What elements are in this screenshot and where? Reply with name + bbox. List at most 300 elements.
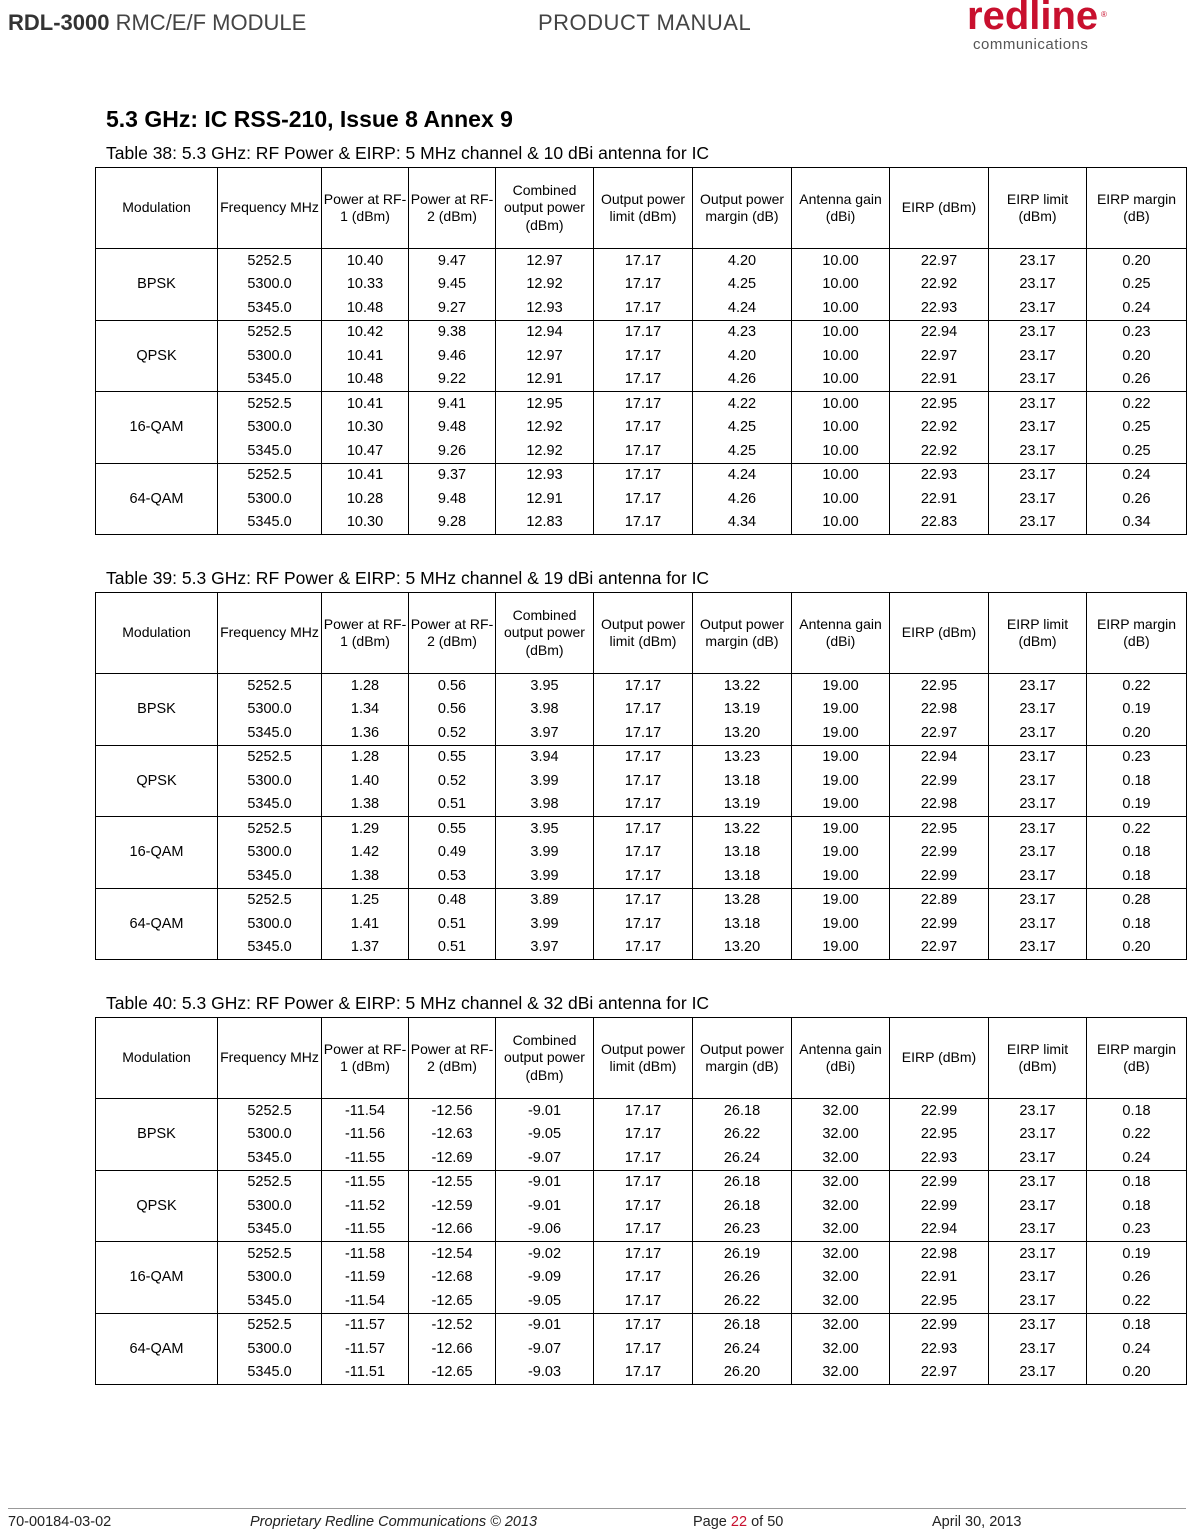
table-cell: 0.18 xyxy=(1087,1099,1187,1123)
table-cell: 23.17 xyxy=(989,439,1087,463)
table-cell: 10.28 xyxy=(322,487,409,511)
column-header: Power at RF-2 (dBm) xyxy=(409,168,496,249)
table-cell: -11.55 xyxy=(322,1146,409,1170)
table-cell: 17.17 xyxy=(594,249,693,273)
table-cell: 17.17 xyxy=(594,864,693,888)
table-cell: 9.47 xyxy=(409,249,496,273)
table-cell: 19.00 xyxy=(792,841,890,865)
table-cell: 10.41 xyxy=(322,463,409,487)
table-cell: 0.55 xyxy=(409,745,496,769)
table-row xyxy=(96,1289,1187,1313)
table-cell: 5252.5 xyxy=(218,249,322,273)
table-cell: 22.93 xyxy=(890,296,989,320)
table-cell: 12.95 xyxy=(496,392,594,416)
table-cell: 10.00 xyxy=(792,273,890,297)
table-cell: 17.17 xyxy=(594,273,693,297)
table-cell: 0.22 xyxy=(1087,1123,1187,1147)
table-header-row xyxy=(96,593,1187,674)
table-cell: -12.65 xyxy=(409,1361,496,1385)
table-cell: 23.17 xyxy=(989,936,1087,960)
table-row xyxy=(96,249,1187,273)
table-cell: 3.94 xyxy=(496,745,594,769)
table-cell: 23.17 xyxy=(989,511,1087,535)
table-cell: 5300.0 xyxy=(218,698,322,722)
table-cell: 22.97 xyxy=(890,1361,989,1385)
table-cell: 10.00 xyxy=(792,439,890,463)
table-cell: -9.06 xyxy=(496,1218,594,1242)
table-cell: 3.97 xyxy=(496,721,594,745)
table-cell: 17.17 xyxy=(594,463,693,487)
table-cell: 10.00 xyxy=(792,392,890,416)
table-cell: 1.40 xyxy=(322,769,409,793)
table-cell: -11.59 xyxy=(322,1266,409,1290)
table-cell: 23.17 xyxy=(989,1289,1087,1313)
table-cell: 5345.0 xyxy=(218,368,322,392)
column-header: EIRP (dBm) xyxy=(890,168,989,249)
table-cell: 23.17 xyxy=(989,1194,1087,1218)
table-cell: 3.89 xyxy=(496,888,594,912)
table-cell: 26.20 xyxy=(693,1361,792,1385)
table-cell: -12.55 xyxy=(409,1170,496,1194)
table-cell: 5300.0 xyxy=(218,344,322,368)
table-cell: 9.46 xyxy=(409,344,496,368)
table-cell: -12.56 xyxy=(409,1099,496,1123)
table-cell: 4.25 xyxy=(693,273,792,297)
table-cell: 13.20 xyxy=(693,721,792,745)
table-cell: 0.20 xyxy=(1087,344,1187,368)
table-cell: 0.19 xyxy=(1087,1242,1187,1266)
table-cell: 0.49 xyxy=(409,841,496,865)
table-cell: 13.23 xyxy=(693,745,792,769)
column-header: EIRP margin (dB) xyxy=(1087,593,1187,674)
table-cell: 23.17 xyxy=(989,1266,1087,1290)
table-cell: 5345.0 xyxy=(218,1289,322,1313)
table-cell: 22.99 xyxy=(890,864,989,888)
table-cell: 26.18 xyxy=(693,1170,792,1194)
table-cell: 12.94 xyxy=(496,320,594,344)
table-cell: 0.52 xyxy=(409,769,496,793)
table-row xyxy=(96,320,1187,344)
table-cell: 0.18 xyxy=(1087,1194,1187,1218)
table-cell: 22.98 xyxy=(890,698,989,722)
table-cell: -11.57 xyxy=(322,1337,409,1361)
table-cell: 4.26 xyxy=(693,368,792,392)
table-cell: 26.23 xyxy=(693,1218,792,1242)
table-cell: 13.18 xyxy=(693,769,792,793)
table-cell: 17.17 xyxy=(594,674,693,698)
table-cell: 10.41 xyxy=(322,392,409,416)
table-cell: -9.09 xyxy=(496,1266,594,1290)
table-cell: 23.17 xyxy=(989,392,1087,416)
table-cell: 0.25 xyxy=(1087,439,1187,463)
table-cell: 10.40 xyxy=(322,249,409,273)
table-cell: 23.17 xyxy=(989,793,1087,817)
table-row xyxy=(96,296,1187,320)
table-cell: 5300.0 xyxy=(218,487,322,511)
table-cell: 23.17 xyxy=(989,296,1087,320)
table-cell: 0.18 xyxy=(1087,864,1187,888)
table-cell: 23.17 xyxy=(989,1313,1087,1337)
product-model: RDL-3000 xyxy=(8,10,110,35)
footer-date: April 30, 2013 xyxy=(932,1514,1022,1530)
table-cell: 10.00 xyxy=(792,487,890,511)
table-cell: 5252.5 xyxy=(218,674,322,698)
table-cell: 0.51 xyxy=(409,936,496,960)
table-row xyxy=(96,1123,1187,1147)
table-cell: -9.01 xyxy=(496,1099,594,1123)
table-cell: 5345.0 xyxy=(218,721,322,745)
table-cell: 12.83 xyxy=(496,511,594,535)
table-cell: 12.92 xyxy=(496,273,594,297)
table-cell: 22.97 xyxy=(890,721,989,745)
table-cell: -11.56 xyxy=(322,1123,409,1147)
table-row xyxy=(96,439,1187,463)
table-cell: 17.17 xyxy=(594,392,693,416)
table-row xyxy=(96,1218,1187,1242)
table-cell: 23.17 xyxy=(989,416,1087,440)
table-cell: 23.17 xyxy=(989,721,1087,745)
table-cell: 0.48 xyxy=(409,888,496,912)
modulation-cell: 64-QAM xyxy=(96,888,218,960)
table-cell: 26.18 xyxy=(693,1194,792,1218)
table-cell: 5252.5 xyxy=(218,1170,322,1194)
table-cell: 23.17 xyxy=(989,273,1087,297)
table-cell: 32.00 xyxy=(792,1266,890,1290)
modulation-cell: 16-QAM xyxy=(96,817,218,889)
table-cell: 23.17 xyxy=(989,912,1087,936)
table-row xyxy=(96,674,1187,698)
table-cell: 12.97 xyxy=(496,344,594,368)
table-cell: 23.17 xyxy=(989,1218,1087,1242)
table-cell: -11.57 xyxy=(322,1313,409,1337)
table-cell: 22.94 xyxy=(890,1218,989,1242)
table-cell: 10.00 xyxy=(792,249,890,273)
table-cell: -9.01 xyxy=(496,1170,594,1194)
table-cell: 1.25 xyxy=(322,888,409,912)
column-header: Combined output power (dBm) xyxy=(496,593,594,674)
table-cell: -12.69 xyxy=(409,1146,496,1170)
table-cell: 17.17 xyxy=(594,320,693,344)
table-cell: 17.17 xyxy=(594,439,693,463)
modulation-cell: BPSK xyxy=(96,249,218,321)
table-cell: 0.24 xyxy=(1087,463,1187,487)
table-cell: 3.99 xyxy=(496,912,594,936)
table-cell: 3.99 xyxy=(496,769,594,793)
table-cell: 23.17 xyxy=(989,841,1087,865)
table-cell: 23.17 xyxy=(989,769,1087,793)
table-cell: 5300.0 xyxy=(218,273,322,297)
table-cell: 23.17 xyxy=(989,487,1087,511)
modulation-cell: 64-QAM xyxy=(96,463,218,535)
redline-logo xyxy=(965,0,1105,56)
table-cell: 1.28 xyxy=(322,674,409,698)
table-cell: 23.17 xyxy=(989,1123,1087,1147)
table-cell: 32.00 xyxy=(792,1099,890,1123)
table-cell: 32.00 xyxy=(792,1289,890,1313)
table-cell: 0.19 xyxy=(1087,793,1187,817)
table-row xyxy=(96,936,1187,960)
table-cell: 5252.5 xyxy=(218,745,322,769)
table-cell: 4.22 xyxy=(693,392,792,416)
table-cell: 0.52 xyxy=(409,721,496,745)
table-cell: 23.17 xyxy=(989,463,1087,487)
table-cell: 5345.0 xyxy=(218,1361,322,1385)
table-cell: 4.34 xyxy=(693,511,792,535)
table-cell: 10.33 xyxy=(322,273,409,297)
table-row xyxy=(96,1146,1187,1170)
table-cell: 22.99 xyxy=(890,1194,989,1218)
table-cell: 26.24 xyxy=(693,1337,792,1361)
table-row xyxy=(96,511,1187,535)
table-cell: -11.55 xyxy=(322,1218,409,1242)
table-cell: 19.00 xyxy=(792,936,890,960)
table-cell: 0.22 xyxy=(1087,674,1187,698)
table-cell: 22.95 xyxy=(890,674,989,698)
column-header: Output power limit (dBm) xyxy=(594,168,693,249)
table-row xyxy=(96,698,1187,722)
table-cell: 17.17 xyxy=(594,769,693,793)
table-cell: 5345.0 xyxy=(218,936,322,960)
logo-registered-mark: ® xyxy=(1101,10,1107,19)
table-cell: 22.92 xyxy=(890,416,989,440)
table-cell: -11.54 xyxy=(322,1289,409,1313)
table-cell: 22.93 xyxy=(890,1146,989,1170)
table-cell: 23.17 xyxy=(989,344,1087,368)
table-cell: 17.17 xyxy=(594,1242,693,1266)
section-title: 5.3 GHz: IC RSS-210, Issue 8 Annex 9 xyxy=(106,106,513,132)
table-row xyxy=(96,793,1187,817)
table-cell: 17.17 xyxy=(594,368,693,392)
table-cell: 17.17 xyxy=(594,1289,693,1313)
table-cell: 17.17 xyxy=(594,745,693,769)
table-cell: 0.25 xyxy=(1087,416,1187,440)
column-header: Power at RF-1 (dBm) xyxy=(322,593,409,674)
table-cell: 5252.5 xyxy=(218,888,322,912)
table-cell: 13.22 xyxy=(693,817,792,841)
table-row xyxy=(96,344,1187,368)
table-cell: -12.68 xyxy=(409,1266,496,1290)
table-cell: 32.00 xyxy=(792,1337,890,1361)
table-cell: 5252.5 xyxy=(218,463,322,487)
modulation-cell: QPSK xyxy=(96,1170,218,1242)
table-cell: 9.27 xyxy=(409,296,496,320)
table-cell: 19.00 xyxy=(792,674,890,698)
table-caption: Table 40: 5.3 GHz: RF Power & EIRP: 5 MHz channel & 32 dBi antenna for IC xyxy=(106,993,710,1013)
table-cell: 17.17 xyxy=(594,841,693,865)
table-cell: 17.17 xyxy=(594,1146,693,1170)
table-cell: 3.99 xyxy=(496,841,594,865)
table-cell: 23.17 xyxy=(989,1099,1087,1123)
table-cell: 0.18 xyxy=(1087,1170,1187,1194)
table-cell: 17.17 xyxy=(594,344,693,368)
logo-subtitle: communications xyxy=(973,36,1089,53)
table-cell: 1.41 xyxy=(322,912,409,936)
table-cell: 32.00 xyxy=(792,1194,890,1218)
table-cell: 12.97 xyxy=(496,249,594,273)
column-header: EIRP margin (dB) xyxy=(1087,1018,1187,1099)
table-cell: 19.00 xyxy=(792,698,890,722)
table-cell: 17.17 xyxy=(594,888,693,912)
modulation-cell: QPSK xyxy=(96,320,218,392)
table-cell: 13.28 xyxy=(693,888,792,912)
table-cell: 10.41 xyxy=(322,344,409,368)
table-cell: 26.26 xyxy=(693,1266,792,1290)
column-header: Combined output power (dBm) xyxy=(496,168,594,249)
table-cell: 0.51 xyxy=(409,912,496,936)
table-row xyxy=(96,912,1187,936)
modulation-cell: BPSK xyxy=(96,1099,218,1171)
table-cell: 9.38 xyxy=(409,320,496,344)
table-cell: 0.20 xyxy=(1087,936,1187,960)
column-header: Frequency MHz xyxy=(218,593,322,674)
table-cell: 13.18 xyxy=(693,864,792,888)
table-cell: 19.00 xyxy=(792,769,890,793)
table-row xyxy=(96,721,1187,745)
table-cell: 26.22 xyxy=(693,1289,792,1313)
table-cell: -9.01 xyxy=(496,1313,594,1337)
table-cell: 22.97 xyxy=(890,249,989,273)
table-cell: 9.26 xyxy=(409,439,496,463)
table-cell: 19.00 xyxy=(792,745,890,769)
table-cell: 10.30 xyxy=(322,511,409,535)
table-cell: 4.25 xyxy=(693,439,792,463)
rf-power-table-19dbi xyxy=(95,592,1187,960)
table-cell: 1.29 xyxy=(322,817,409,841)
table-cell: 17.17 xyxy=(594,936,693,960)
product-name xyxy=(8,10,306,36)
table-cell: 10.00 xyxy=(792,344,890,368)
table-row xyxy=(96,273,1187,297)
column-header: Power at RF-1 (dBm) xyxy=(322,1018,409,1099)
table-cell: 1.34 xyxy=(322,698,409,722)
table-cell: 17.17 xyxy=(594,296,693,320)
table-cell: 23.17 xyxy=(989,888,1087,912)
table-cell: 9.45 xyxy=(409,273,496,297)
table-cell: 5345.0 xyxy=(218,439,322,463)
table-cell: 13.19 xyxy=(693,793,792,817)
table-row xyxy=(96,1170,1187,1194)
table-cell: -11.58 xyxy=(322,1242,409,1266)
table-cell: 3.95 xyxy=(496,674,594,698)
table-cell: 23.17 xyxy=(989,817,1087,841)
table-cell: 23.17 xyxy=(989,1242,1087,1266)
table-cell: 1.38 xyxy=(322,793,409,817)
table-cell: 0.53 xyxy=(409,864,496,888)
table-caption: Table 38: 5.3 GHz: RF Power & EIRP: 5 MHz channel & 10 dBi antenna for IC xyxy=(106,143,710,163)
table-cell: 9.48 xyxy=(409,487,496,511)
table-cell: 12.93 xyxy=(496,463,594,487)
table-cell: 17.17 xyxy=(594,817,693,841)
table-cell: 3.98 xyxy=(496,698,594,722)
table-cell: 26.18 xyxy=(693,1313,792,1337)
table-cell: 22.95 xyxy=(890,1123,989,1147)
product-module: RMC/E/F MODULE xyxy=(109,10,307,35)
table-cell: 4.20 xyxy=(693,344,792,368)
footer-divider xyxy=(8,1508,1186,1509)
column-header: EIRP (dBm) xyxy=(890,593,989,674)
column-header: EIRP limit (dBm) xyxy=(989,168,1087,249)
table-cell: 0.55 xyxy=(409,817,496,841)
column-header: EIRP (dBm) xyxy=(890,1018,989,1099)
footer-proprietary: Proprietary Redline Communications © 2013 xyxy=(250,1514,538,1530)
table-cell: 3.98 xyxy=(496,793,594,817)
table-cell: 17.17 xyxy=(594,698,693,722)
table-cell: 22.95 xyxy=(890,817,989,841)
table-cell: 0.28 xyxy=(1087,888,1187,912)
table-cell: 23.17 xyxy=(989,1170,1087,1194)
table-cell: 26.18 xyxy=(693,1099,792,1123)
table-cell: 23.17 xyxy=(989,745,1087,769)
table-cell: -9.03 xyxy=(496,1361,594,1385)
table-cell: 5345.0 xyxy=(218,1146,322,1170)
table-cell: 17.17 xyxy=(594,793,693,817)
table-cell: 10.00 xyxy=(792,416,890,440)
column-header: EIRP margin (dB) xyxy=(1087,168,1187,249)
table-cell: -9.05 xyxy=(496,1123,594,1147)
table-cell: 5345.0 xyxy=(218,296,322,320)
table-row xyxy=(96,888,1187,912)
table-cell: 22.99 xyxy=(890,912,989,936)
table-cell: 5300.0 xyxy=(218,416,322,440)
column-header: Output power margin (dB) xyxy=(693,593,792,674)
table-cell: 0.19 xyxy=(1087,698,1187,722)
table-cell: 5345.0 xyxy=(218,511,322,535)
table-cell: 12.92 xyxy=(496,416,594,440)
table-cell: 5252.5 xyxy=(218,1099,322,1123)
table-cell: 10.00 xyxy=(792,368,890,392)
table-caption: Table 39: 5.3 GHz: RF Power & EIRP: 5 MHz channel & 19 dBi antenna for IC xyxy=(106,568,710,588)
table-cell: 13.18 xyxy=(693,841,792,865)
table-cell: 5300.0 xyxy=(218,1266,322,1290)
table-cell: 1.37 xyxy=(322,936,409,960)
table-cell: 22.91 xyxy=(890,368,989,392)
table-cell: 22.93 xyxy=(890,1337,989,1361)
column-header: Output power margin (dB) xyxy=(693,168,792,249)
table-cell: 10.48 xyxy=(322,368,409,392)
table-cell: -12.66 xyxy=(409,1337,496,1361)
table-cell: 5300.0 xyxy=(218,1123,322,1147)
table-cell: 9.22 xyxy=(409,368,496,392)
table-row xyxy=(96,1242,1187,1266)
table-cell: 22.94 xyxy=(890,320,989,344)
table-cell: -12.59 xyxy=(409,1194,496,1218)
table-cell: 13.19 xyxy=(693,698,792,722)
table-cell: 5300.0 xyxy=(218,841,322,865)
table-cell: 0.24 xyxy=(1087,1337,1187,1361)
table-cell: 22.83 xyxy=(890,511,989,535)
table-cell: 17.17 xyxy=(594,416,693,440)
table-cell: 22.92 xyxy=(890,439,989,463)
table-cell: 0.23 xyxy=(1087,320,1187,344)
table-row xyxy=(96,463,1187,487)
table-cell: 0.24 xyxy=(1087,296,1187,320)
table-cell: 0.18 xyxy=(1087,912,1187,936)
table-cell: 19.00 xyxy=(792,721,890,745)
table-cell: 0.20 xyxy=(1087,1361,1187,1385)
table-cell: 12.91 xyxy=(496,368,594,392)
table-cell: 22.91 xyxy=(890,487,989,511)
table-cell: 5300.0 xyxy=(218,769,322,793)
table-cell: 0.22 xyxy=(1087,817,1187,841)
table-cell: 4.25 xyxy=(693,416,792,440)
table-row xyxy=(96,864,1187,888)
table-cell: 0.18 xyxy=(1087,1313,1187,1337)
table-cell: 3.95 xyxy=(496,817,594,841)
table-cell: 23.17 xyxy=(989,1146,1087,1170)
table-cell: 5252.5 xyxy=(218,320,322,344)
table-cell: 19.00 xyxy=(792,912,890,936)
table-row xyxy=(96,1337,1187,1361)
